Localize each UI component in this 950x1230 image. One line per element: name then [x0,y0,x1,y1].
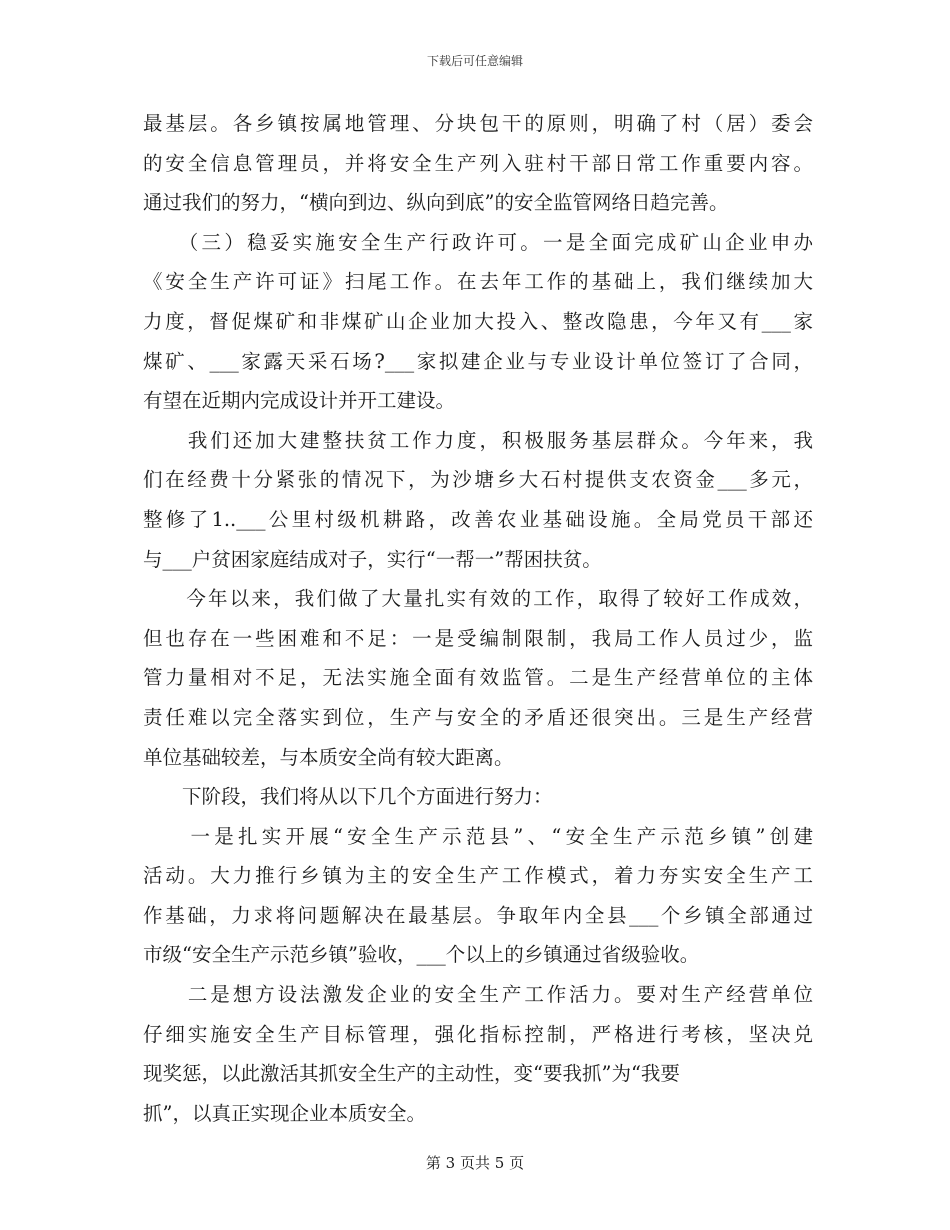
text-line: 活动。大力推行乡镇为主的安全生产工作模式，着力夯实安全生产工 [143,864,813,888]
text-line: 仔细实施安全生产目标管理，强化指标控制，严格进行考核，坚决兑 [143,1022,813,1046]
text-line: 市级“安全生产示范乡镇”验收，___个以上的乡镇通过省级验收。 [143,943,700,967]
text-line: 们在经费十分紧张的情况下，为沙塘乡大石村提供支农资金___多元， [143,468,813,492]
text-line: 二是想方设法激发企业的安全生产工作活力。要对生产经营单位 [143,983,813,1007]
text-line: 责任难以完全落实到位，生产与安全的矛盾还很突出。三是生产经营 [143,705,813,729]
text-line: 抓”，以真正实现企业本质安全。 [143,1101,426,1125]
text-line: 下阶段，我们将从以下几个方面进行努力： [143,785,553,809]
text-line: 整修了1..___公里村级机耕路，改善农业基础设施。全局党员干部还 [143,507,813,531]
text-line: 单位基础较差，与本质安全尚有较大距离。 [143,745,514,769]
text-line: 管力量相对不足，无法实施全面有效监管。二是生产经营单位的主体 [143,666,813,690]
text-line: 最基层。各乡镇按属地管理、分块包干的原则，明确了村（居）委会 [143,112,813,135]
text-line: 我们还加大建整扶贫工作力度，积极服务基层群众。今年来，我 [143,428,813,452]
page-footer: 第 3 页共 5 页 [425,1154,525,1172]
text-line: 通过我们的努力，“横向到边、纵向到底”的安全监管网络日趋完善。 [143,191,729,215]
text-line: 的安全信息管理员，并将安全生产列入驻村干部日常工作重要内容。 [143,151,813,175]
text-line: （三）稳妥实施安全生产行政许可。一是全面完成矿山企业申办 [143,230,813,254]
text-line: 现奖惩，以此激活其抓安全生产的主动性，变“要我抓”为“我要 [143,1062,680,1086]
text-line: 有望在近期内完成设计并开工建设。 [143,389,456,413]
page-header: 下载后可任意编辑 [426,54,523,68]
text-line: 《安全生产许可证》扫尾工作。在去年工作的基础上，我们继续加大 [143,270,813,294]
text-line: 煤矿、___家露天采石场?___家拟建企业与专业设计单位签订了合同， [143,349,813,373]
document-body [143,104,813,1133]
text-line: 力度，督促煤矿和非煤矿山企业加大投入、整改隐患，今年又有___家 [143,309,813,333]
text-line: 一是扎实开展“安全生产示范县”、“安全生产示范乡镇”创建 [143,824,813,848]
text-line: 但也存在一些困难和不足：一是受编制限制，我局工作人员过少，监 [143,626,813,650]
text-line: 与___户贫困家庭结成对子，实行“一帮一”帮困扶贫。 [143,547,602,571]
text-line: 作基础，力求将问题解决在最基层。争取年内全县___个乡镇全部通过 [143,903,813,927]
text-line: 今年以来，我们做了大量扎实有效的工作，取得了较好工作成效， [143,587,813,611]
